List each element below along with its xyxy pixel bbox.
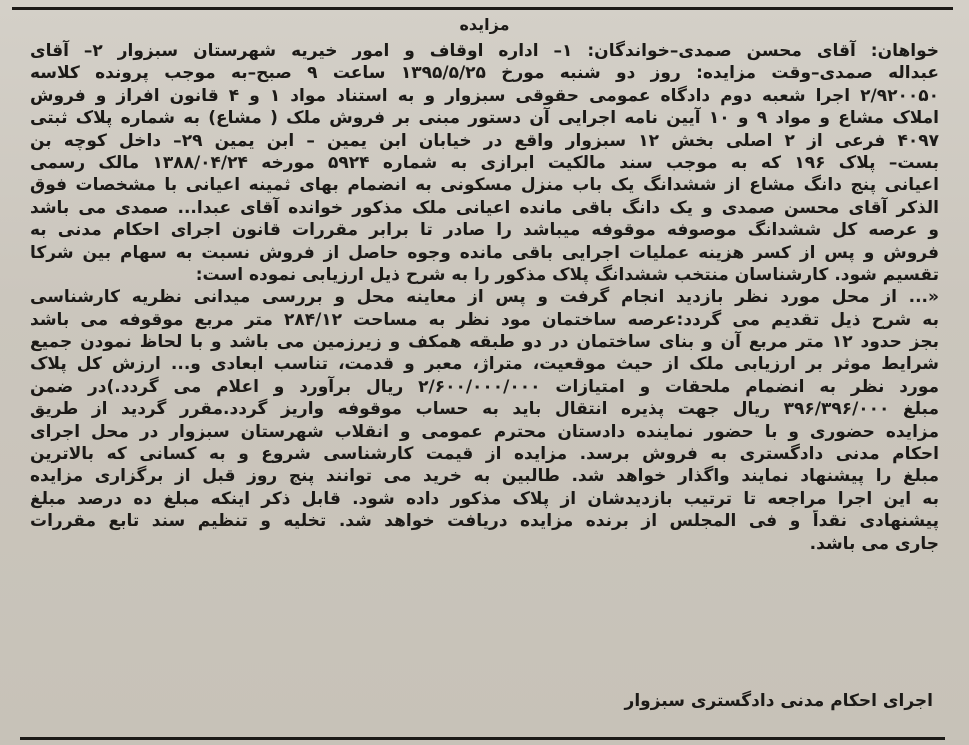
notice-line: «... از محل مورد نظر بازدید انجام گرفت و پس از معاینه محل و بررسی میدانی نظریه کارشناسی — [30, 287, 939, 308]
notice-line: املاک مشاع و مواد ۹ و ۱۰ آیین نامه اجرایی آن دستور مبنی بر فروش ملک ( مشاع) به شماره پلاک ثبتی — [30, 108, 939, 129]
notice-line: جاری می باشد. — [809, 533, 939, 554]
notice-line: بجز حدود ۱۲ متر مربع آن و بنای ساختمان در دو طبقه همکف و زیرزمین می باشد و با لحاظ نمودن جمیع — [30, 332, 939, 353]
notice-line: اعیانی پنج دانگ مشاع از ششدانگ یک باب منزل مسکونی به انضمام بهای ثمینه اعیانی با مشخصات فوق — [30, 175, 939, 196]
notice-line: مبلغ ۳۹۶/۳۹۶/۰۰۰ ریال جهت پذیره انتقال باید به حساب موقوفه واریز گردد.مقرر گردید از طریق — [30, 399, 939, 420]
notice-line: مزایده حضوری و با حضور نماینده دادستان محترم عمومی و انقلاب شهرستان سبزوار در محل اجرای — [30, 421, 939, 442]
notice-line: به این اجرا مراجعه تا ترتیب بازدیدشان از پلاک مذکور داده شود. قابل ذکر اینکه مبلغ ده درصد مبلغ — [30, 488, 939, 509]
notice-line: احکام مدنی دادگستری به فروش برسد. مزایده از قیمت کارشناسی شروع و به کسانی که بالاترین — [30, 444, 939, 465]
notice-line: شرایط موثر بر ارزیابی ملک از حیث موقعیت، متراژ، معبر و قدمت، تناسب ابعادی و... ارزش کل پلاک — [30, 354, 939, 375]
notice-title: مزایده — [459, 15, 510, 34]
notice-line: مبلغ را پیشنهاد نمایند واگذار خواهد شد. طالبین به خرید می توانند پنج روز قبل از برگزاری مزایده — [30, 466, 939, 487]
notice-line: بست– پلاک ۱۹۶ که به موجب سند مالکیت ابرازی به شماره ۵۹۲۴ مورخه ۱۳۸۸/۰۴/۲۴ مالک رسمی — [30, 152, 939, 173]
notice-line: ۲/۹۲۰۰۵۰ اجرا شعبه دوم دادگاه عمومی حقوقی سبزوار و به استناد مواد ۱ و ۴ قانون افراز و فروش — [30, 85, 939, 106]
notice-line: به شرح ذیل تقدیم می گردد:عرصه ساختمان مود نظر به مساحت ۲۸۴/۱۲ متر مربع موقوفه می باشد — [30, 309, 939, 330]
notice-line: و عرصه کل ششدانگ موصوفه موقوفه میباشد را صادر تا برابر مقررات قانون اجرای احکام مدنی به — [30, 220, 939, 241]
bottom-divider — [20, 737, 945, 740]
notice-line: ۴۰۹۷ فرعی از ۲ اصلی بخش ۱۲ سبزوار واقع در خیابان ابن یمین – ابن یمین ۲۹– داخل کوچه بن — [30, 130, 939, 151]
notice-line: فروش و پس از کسر هزینه عملیات اجرایی باقی مانده وجوه حاصل از فروش نسبت به سهام بین شرکا — [30, 242, 939, 263]
notice-line: مورد نظر به انضمام ملحقات و امتیازات ۲/۶۰۰/۰۰۰/۰۰۰ ریال برآورد و اعلام می گردد.)در ضمن — [30, 376, 939, 397]
notice-body — [30, 40, 939, 555]
notice-line: تقسیم شود. کارشناسان منتخب ششدانگ پلاک مذکور را به شرح ذیل ارزیابی نموده است: — [195, 264, 939, 285]
notice-line: پیشنهادی نقداً و فی المجلس از برنده مزایده دریافت خواهد شد. تخلیه و تنظیم سند تابع مقررات — [30, 511, 939, 532]
notice-signature: اجرای احکام مدنی دادگستری سبزوار — [624, 691, 933, 711]
top-divider — [12, 7, 953, 10]
notice-line: الذکر آقای محسن صمدی و یک دانگ باقی مانده اعیانی ملک مذکور خوانده آقای عبدا... صمدی می باشد — [30, 197, 939, 218]
notice-line: عبداله صمدی–وقت مزایده: روز دو شنبه مورخ ۱۳۹۵/۵/۲۵ ساعت ۹ صبح–به موجب پرونده کلاسه — [30, 63, 939, 84]
notice-line: خواهان: آقای محسن صمدی–خواندگان: ۱– اداره اوقاف و امور خیریه شهرستان سبزوار ۲– آقای — [30, 41, 939, 61]
